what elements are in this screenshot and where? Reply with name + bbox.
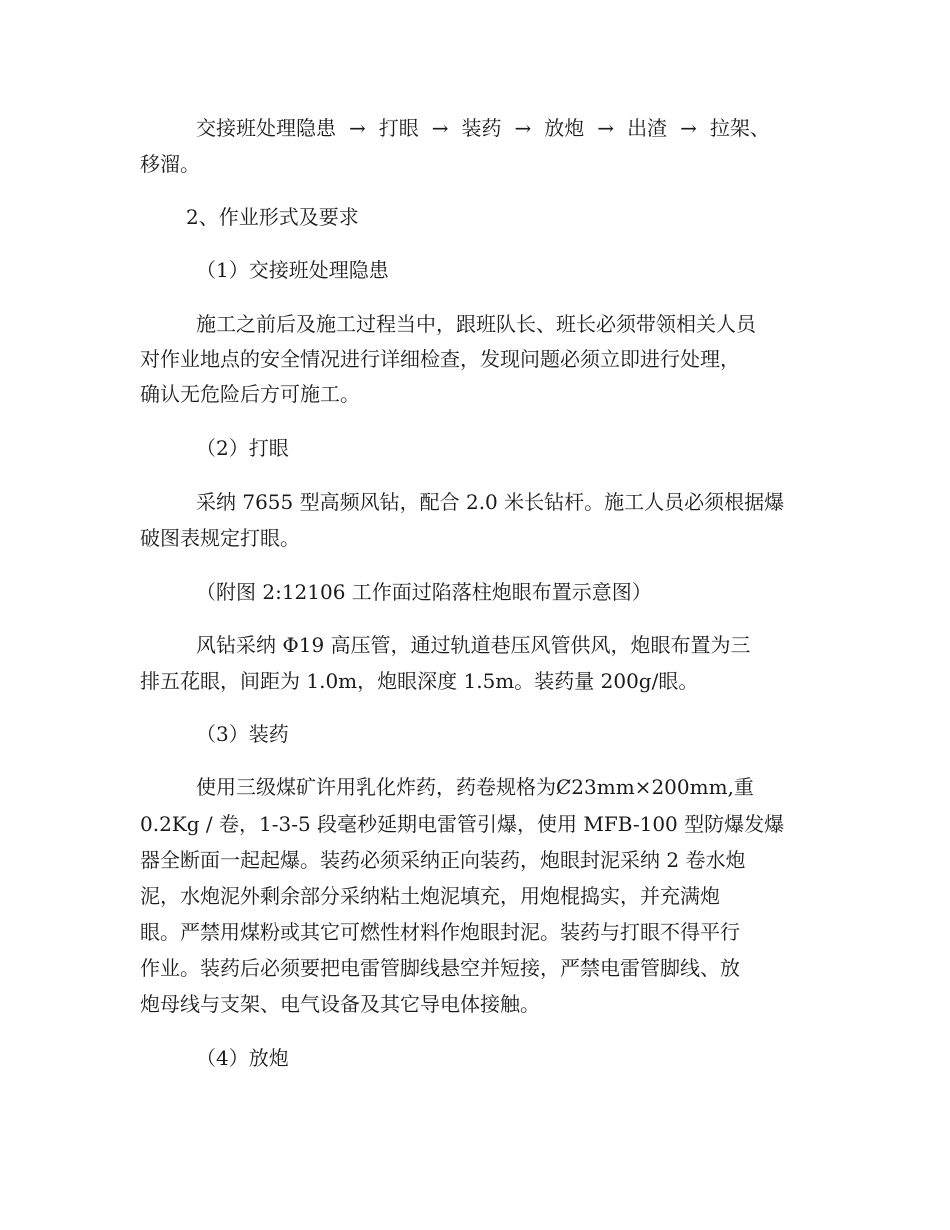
workflow-step: 交接班处理隐患 — [196, 116, 336, 140]
paragraph-line: 风钻采纳 Φ19 高压管，通过轨道巷压风管供风，炮眼布置为三 — [196, 633, 751, 657]
paragraph-line: 泥，水炮泥外剩余部分采纳粘土炮泥填充，用炮棍捣实，并充满炮 — [140, 884, 720, 908]
workflow-step: 拉架、 — [709, 116, 770, 140]
arrow-icon: → — [349, 116, 366, 140]
section-heading: 2、作业形式及要求 — [186, 205, 359, 229]
paragraph-line: 眼。严禁用煤粉或其它可燃性材料作炮眼封泥。装药与打眼不得平行 — [140, 920, 740, 944]
workflow-continuation: 移溜。 — [140, 152, 200, 176]
arrow-icon: → — [597, 116, 615, 140]
arrow-icon: → — [680, 116, 697, 140]
paragraph-line: 作业。装药后必须要把电雷管脚线悬空并短接，严禁电雷管脚线、放 — [140, 956, 740, 980]
paragraph-line: 排五花眼，间距为 1.0m，炮眼深度 1.5m。装药量 200g/眼。 — [140, 669, 699, 693]
paragraph-line: 采纳 7655 型高频风钻，配合 2.0 米长钻杆。施工人员必须根据爆 — [196, 490, 785, 514]
item-heading: （2）打眼 — [196, 436, 289, 460]
paragraph-line: 炮母线与支架、电气设备及其它导电体接触。 — [140, 992, 540, 1016]
paragraph-line: 使用三级煤矿许用乳化炸药，药卷规格为Ȼ23mm×200mm,重 — [196, 775, 754, 799]
item-heading: （1）交接班处理隐患 — [196, 258, 389, 282]
workflow-step: 打眼 — [378, 116, 419, 140]
paragraph-line: 对作业地点的安全情况进行详细检查，发现问题必须立即进行处理， — [140, 347, 740, 371]
item-heading: （4）放炮 — [196, 1046, 289, 1070]
workflow-line — [196, 116, 770, 140]
arrow-icon: → — [431, 116, 449, 140]
paragraph-line: 确认无危险后方可施工。 — [140, 382, 360, 406]
paragraph-line: 施工之前后及施工过程当中，跟班队长、班长必须带领相关人员 — [196, 312, 756, 336]
paragraph-line: 器全断面一起起爆。装药必须采纳正向装药，炮眼封泥采纳 2 卷水炮 — [140, 848, 746, 872]
workflow-step: 装药 — [461, 116, 502, 140]
paragraph-line: 破图表规定打眼。 — [140, 526, 300, 550]
item-heading: （3）装药 — [196, 722, 289, 746]
paragraph-line: 0.2Kg / 卷，1-3-5 段毫秒延期电雷管引爆，使用 MFB-100 型防爆发爆 — [140, 812, 785, 836]
workflow-step: 出渣 — [627, 116, 668, 140]
figure-note: （附图 2:12106 工作面过陷落柱炮眼布置示意图） — [196, 580, 652, 604]
workflow-step: 放炮 — [544, 116, 585, 140]
arrow-icon: → — [514, 116, 532, 140]
